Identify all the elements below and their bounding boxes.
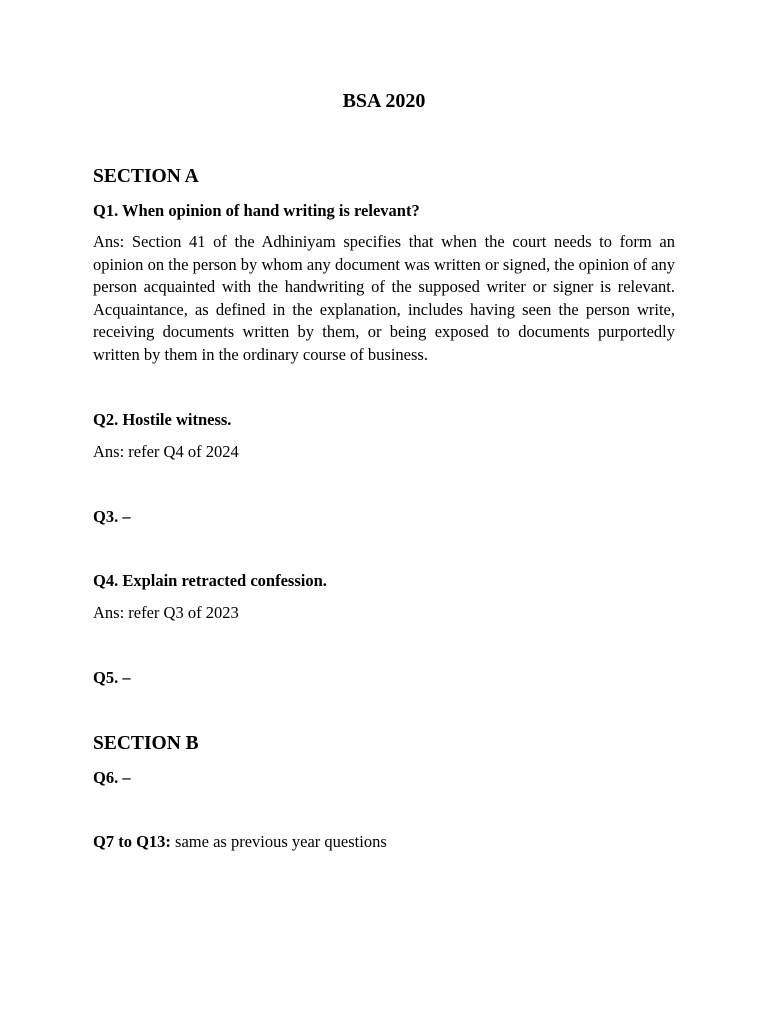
question-5: Q5. – [93,668,131,687]
question-7-to-13 [93,831,387,853]
question-2: Q2. Hostile witness. [93,410,232,429]
answer-1: Ans: Section 41 of the Adhiniyam specifies that when the court needs to form an opinion on the person by whom any document was written or signed, the opinion of any person acquainted with the handwriting of the supposed writer or signer is relevant. Acquaintance, as defined in the explanation, includes having seen the person write, receiving documents written by them, or being exposed to documents purportedly written by them in the ordinary course of business. [93,232,675,364]
question-3: Q3. – [93,507,131,526]
question-6: Q6. – [93,768,131,787]
question-1: Q1. When opinion of hand writing is relevant? [93,201,420,220]
document-title: BSA 2020 [342,90,426,112]
section-a-heading: SECTION A [93,166,199,187]
answer-4: Ans: refer Q3 of 2023 [93,603,239,622]
question-7-to-13-text: same as previous year questions [170,832,387,851]
question-4: Q4. Explain retracted confession. [93,571,327,590]
question-7-to-13-label: Q7 to Q13: [93,832,171,851]
section-b-heading: SECTION B [93,733,199,754]
answer-2: Ans: refer Q4 of 2024 [93,442,239,461]
